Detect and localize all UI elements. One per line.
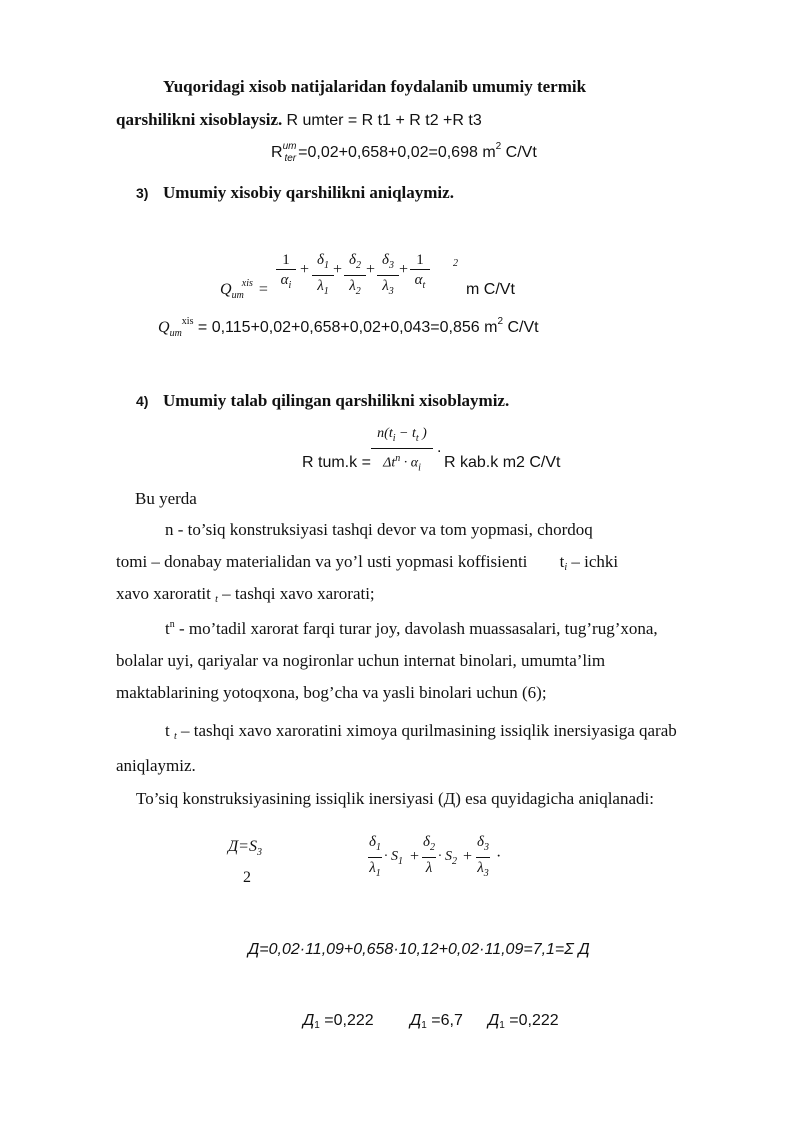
d-value-2: Д1 =6,7 [410, 1012, 463, 1031]
d-value-1: Д1 =0,222 [303, 1012, 374, 1031]
q-mark: 2 [453, 258, 458, 269]
p1-line-3: xavo xaroratit t – tashqi xavo xarorati; [116, 584, 375, 605]
d-fraction-3: $\delta_3$ $\lambda_3$ [477, 834, 489, 879]
q-fraction-3: $\delta_2$ $\lambda_2$ [344, 251, 366, 302]
r-ter-exp: 2 [495, 141, 502, 152]
r-ter-value: =0,02+0,658+0,02=0,698 m [298, 144, 496, 161]
p1-line-1: n - to’siq konstruksiyasi tashqi devor va tom yopmasi, chordoq [165, 520, 593, 539]
q-fraction-1: 1 $\alpha_i$ [276, 251, 296, 296]
q-fraction-5: 1 $\alpha_t$ [410, 251, 430, 296]
section-3-title: Umumiy xisobiy qarshilikni aniqlaymiz. [163, 183, 454, 202]
r-ter-sub: ter [284, 153, 297, 164]
p2-line-3: maktablarining yotoqxona, bog’cha va yasli binolari uchun (6); [116, 683, 547, 702]
p3-line-1: t t – tashqi xavo xaroratini ximoya qurilmasining issiqlik inersiyasiga qarab [165, 721, 677, 742]
q-plus-4: + [399, 261, 409, 278]
intro-line-1: Yuqoridagi xisob natijalaridan foydalanib umumiy termik [163, 77, 587, 96]
p4-line: To’siq konstruksiyasining issiqlik inersiyasi (Д) esa quyidagicha aniqlanadi: [136, 789, 654, 808]
d-plus-2: + [463, 848, 473, 865]
q-fraction-4: $\delta_3$ $\lambda_3$ [377, 251, 399, 302]
d-formula-two: 2 [243, 869, 251, 886]
q-plus-1: + [300, 261, 310, 278]
intro-line-2-formula: R umter = R t1 + R t2 +R t3 [286, 112, 482, 129]
formula-q-value: $Q_{um}^{xis} = 0,115+0,02+0,658+0,02+0,043=0,856$ $m^2$ C/Vt [158, 316, 539, 339]
intro-line-2 [116, 111, 482, 129]
bu-yerda: Bu yerda [135, 489, 197, 508]
d-fraction-2: $\delta_2$ λ [423, 834, 435, 876]
q-plus-2: + [333, 261, 343, 278]
section-4-number: 4) [136, 393, 149, 409]
q-plus-3: + [366, 261, 376, 278]
d-value-line: Д=0,02·11,09+0,658·10,12+0,02·11,09=7,1=Σ Д [248, 941, 590, 958]
section-3-number: 3) [136, 185, 149, 201]
q-fraction-2: $\delta_1$ $\lambda_1$ [312, 251, 334, 302]
q-value-unit: C/Vt [507, 319, 539, 336]
p2-line-2: bolalar uyi, qariyalar va nogironlar uchun internat binolari, umumta’lim [116, 651, 606, 670]
formula-r-ter: $R^{um}_{ter} =0,02+0,658+0,02=0,698$ $m^2$ C/Vt [271, 141, 537, 164]
rtum-fraction: $n(t_i - t_t$ ) $\Delta t^n \cdot \alpha_i$ [371, 425, 433, 478]
d-fraction-1: $\delta_1$ $\lambda_1$ [369, 834, 381, 879]
intro-line-2-bold: qarshilikni xisoblaysiz. [116, 110, 283, 129]
d-formula-lhs: $Д=S_3$ [228, 838, 262, 859]
d-dot: · [496, 848, 502, 865]
d-plus-1: + [410, 848, 420, 865]
p2-line-1: $t^n$ - mo’tadil xarorat farqi turar joy, davolash muassasalari, tug’rug’xona, [165, 619, 658, 638]
d-value-3: Д1 =0,222 [488, 1012, 559, 1031]
r-ter-unit: C/Vt [505, 144, 537, 161]
d-s1: · $S_1$ [384, 849, 403, 867]
q-value-text: = 0,115+0,02+0,658+0,02+0,043=0,856 m [197, 319, 498, 336]
formula-q-lhs: $Q_{um}^{xis}$ = [220, 278, 268, 301]
p1-line-2: tomi – donabay materialidan va yo’l usti yopmasi koffisienti ti – ichki [116, 552, 619, 573]
d-s2: · $S_2$ [438, 849, 457, 867]
rtum-rhs: R kab.k m2 C/Vt [444, 454, 561, 471]
rtum-dot: . [437, 439, 442, 456]
p3-line-2: aniqlaymiz. [116, 756, 196, 775]
section-4-title: Umumiy talab qilingan qarshilikni xisoblaymiz. [163, 391, 510, 410]
rtum-lhs: R tum.k = [302, 454, 371, 471]
q-unit: m C/Vt [466, 281, 515, 298]
r-ter-sup: um [282, 141, 297, 152]
